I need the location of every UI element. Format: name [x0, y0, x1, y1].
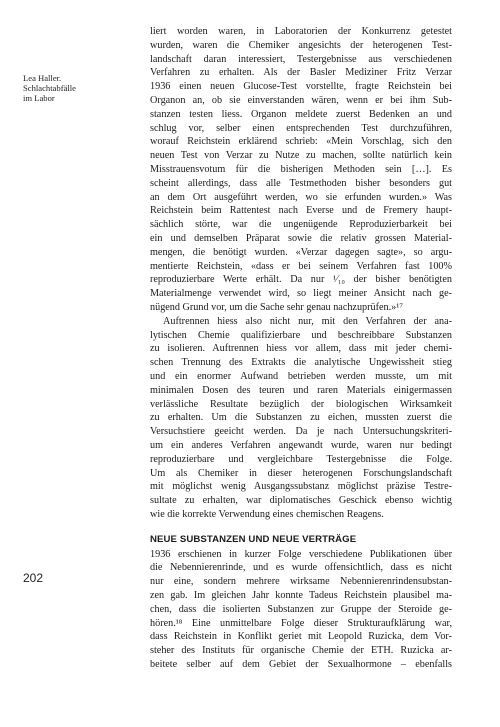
text-line: mit möglichst wenig Ausgangssubstanz möglichst präzise Testre-	[150, 481, 452, 493]
text-line: wie die korrekte Verwendung eines chemischen Reagens.	[150, 508, 384, 520]
paragraph-3	[150, 548, 452, 672]
text-line: Verfahren zu erhalten. Als der Basler Mediziner Fritz Verzar	[150, 67, 452, 79]
text-line: mengen, die benötigt wurden. «Verzar dagegen sagte», so argu-	[150, 246, 452, 258]
text-line: beitete selber auf dem Gebiet der Sexualhormone – ebenfalls	[150, 659, 452, 671]
paragraph-1	[150, 25, 452, 315]
running-head-author: Lea Haller.	[23, 73, 62, 83]
text-line: an dem Ort ausgeführt werden, wo sie erfunden wurden.» Was	[150, 191, 452, 203]
text-line: dass Reichstein in Konflikt geriet mit Leopold Ruzicka, dem Vor-	[150, 631, 452, 643]
text-line: lytischen Chemie qualifizierbare und beschreibbare Substanzen	[150, 329, 452, 341]
text-line: Auftrennen hiess also nicht nur, mit den Verfahren der ana-	[163, 315, 452, 327]
text-line: Materialmenge verwendet wird, so liegt meiner Ansicht nach ge-	[150, 288, 452, 300]
running-head-title-line-2: im Labor	[23, 93, 55, 103]
text-column	[150, 25, 452, 672]
paragraph-2	[150, 315, 452, 522]
text-line: Organon an, ob sie einverstanden wären, wenn er bei ihm Sub-	[150, 94, 452, 106]
text-line: reproduzierbare Werte erhält. Da nur ¹⁄₁₀ der bisher benötigten	[150, 274, 452, 286]
text-line: nügend Grund vor, um die Sache sehr genau nachzuprüfen.»¹⁷	[150, 301, 403, 313]
text-line: 1936 erschienen in kurzer Folge verschiedene Publikationen über	[150, 548, 452, 560]
text-line: neuen Test von Verzar zu Nutze zu machen, sollte natürlich kein	[150, 150, 452, 162]
text-line: sächlich störte, war die ungenügende Reproduzierbarkeit bei	[150, 219, 452, 231]
text-line: scheint allerdings, dass alle Testmethoden bisher besonders gut	[150, 177, 452, 189]
text-line: liert worden waren, in Laboratorien der Konkurrenz getestet	[150, 26, 452, 37]
text-line: minimalen Dosen des teuren und raren Materials einigermassen	[150, 384, 452, 396]
text-line: um ein anderes Verfahren angewandt wurde, waren nur bedingt	[150, 439, 452, 451]
text-line: zen gab. Im gleichen Jahr konnte Tadeus Reichstein plausibel ma-	[150, 590, 452, 602]
section-heading: NEUE SUBSTANZEN UND NEUE VERTRÄGE	[150, 533, 357, 545]
text-line: schlug vor, selber einen entsprechenden Test durchzuführen,	[150, 122, 452, 134]
text-line: steher des Instituts für organische Chemie der ETH. Ruzicka ar-	[150, 645, 452, 657]
text-line: sultate zu erhalten, war diplomatisches Geschick ebenso wichtig	[150, 495, 452, 507]
text-line: 1936 einen neuen Glucose-Test vorstellte, fragte Reichstein bei	[150, 81, 452, 93]
text-line: die Nebennierenrinde, und es wurde offensichtlich, dass es nicht	[150, 562, 452, 574]
text-line: Versuchstiere geeicht werden. Da je nach Untersuchungskriteri-	[150, 426, 452, 438]
page-number: 202	[23, 571, 44, 585]
text-line: ein und demselben Präparat sowie die relativ grossen Material-	[150, 232, 452, 244]
text-line: Misstrauensvotum für die bisherigen Methoden sein […]. Es	[150, 163, 452, 175]
text-line: wurden, waren die Chemiker angesichts der heterogenen Test-	[150, 39, 452, 51]
text-line: Um als Chemiker in dieser heterogenen Forschungslandschaft	[150, 467, 452, 479]
text-line: hören.¹⁸ Eine unmittelbare Folge dieser Strukturaufklärung war,	[150, 617, 452, 629]
text-line: und ein enormer Aufwand betrieben werden musste, um mit	[150, 370, 452, 382]
running-head	[23, 73, 123, 103]
text-line: landschaft daran interessiert, Testergebnisse aus verschiedenen	[150, 53, 452, 65]
text-line: mentierte Reichstein, «dass er bei seinem Verfahren fast 100%	[150, 260, 452, 272]
section-gap	[150, 522, 452, 533]
text-line: zu erhalten. Um die Substanzen zu eichen, mussten zuerst die	[150, 412, 452, 424]
text-line: schen Trennung des Extrakts die analytische Ungewissheit stieg	[150, 357, 452, 369]
text-line: verlässliche Resultate bezüglich der biologischen Wirksamkeit	[150, 398, 452, 410]
text-line: chen, dass die isolierten Substanzen zur Gruppe der Steroide ge-	[150, 603, 452, 615]
text-line: worauf Reichstein erklärend schrieb: «Mein Vorschlag, sich den	[150, 136, 452, 148]
text-line: zu isolieren. Auftrennen hiess vor allem, dass mit jeder chemi-	[150, 343, 452, 355]
text-line: Reichstein beim Rattentest nach Everse und de Fremery haupt-	[150, 205, 452, 217]
text-line: reproduzierbare und vergleichbare Testergebnisse die Folge.	[150, 453, 452, 465]
running-head-title-line-1: Schlachtabfälle	[23, 83, 76, 93]
text-line: stanzen testen liess. Organon meldete zuerst Bedenken an und	[150, 108, 452, 120]
text-line: nur eine, sondern mehrere wirksame Nebennierenrindensubstan-	[150, 576, 452, 588]
